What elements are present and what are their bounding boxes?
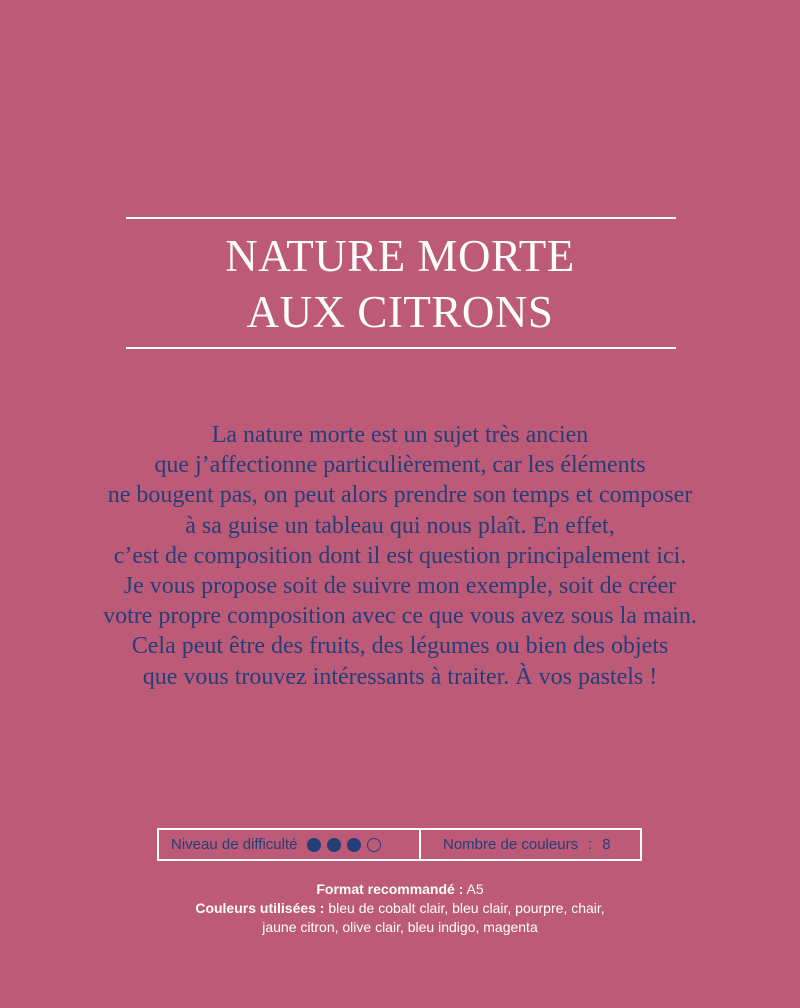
format-line — [100, 880, 700, 899]
difficulty-cell — [159, 836, 419, 853]
colors-used-line — [100, 899, 700, 918]
empty-dot-icon — [367, 838, 381, 852]
colors-used-value-1: bleu de cobalt clair, bleu clair, pourpre, chair, — [328, 900, 605, 916]
intro-line: La nature morte est un sujet très ancien — [211, 422, 589, 448]
title-line-1: NATURE MORTE — [225, 231, 575, 281]
colors-count-separator: : — [588, 836, 593, 853]
title-line-2: AUX CITRONS — [246, 287, 554, 337]
filled-dot-icon — [327, 838, 341, 852]
colors-count-label: Nombre de couleurs — [443, 836, 579, 853]
colors-used-label: Couleurs utilisées : — [195, 900, 325, 916]
intro-line: à sa guise un tableau qui nous plaît. En effet, — [185, 512, 615, 539]
colors-count-cell — [421, 836, 640, 853]
colors-count-value: 8 — [602, 836, 611, 853]
title-top-rule — [126, 217, 676, 219]
page-title — [100, 228, 700, 340]
intro-line: votre propre composition avec ce que vous avez sous la main. — [103, 603, 697, 630]
filled-dot-icon — [307, 838, 321, 852]
difficulty-label: Niveau de difficulté — [171, 836, 298, 853]
format-label: Format recommandé : — [316, 881, 464, 897]
title-bottom-rule — [126, 347, 676, 349]
intro-paragraph — [40, 420, 760, 692]
intro-line: c’est de composition dont il est question principalement ici. — [113, 542, 687, 569]
info-box — [157, 828, 642, 861]
intro-line: ne bougent pas, on peut alors prendre son temps et composer — [107, 482, 693, 509]
intro-line: que j’affectionne particulièrement, car les éléments — [154, 452, 646, 479]
difficulty-rating — [307, 838, 381, 852]
format-value: A5 — [466, 881, 484, 897]
filled-dot-icon — [347, 838, 361, 852]
colors-used-line-2: jaune citron, olive clair, bleu indigo, magenta — [262, 919, 538, 935]
materials-footer — [100, 880, 700, 937]
intro-line: que vous trouvez intéressants à traiter. À vos pastels ! — [142, 663, 658, 690]
intro-line: Cela peut être des fruits, des légumes ou bien des objets — [131, 633, 669, 660]
intro-line: Je vous propose soit de suivre mon exemple, soit de créer — [123, 573, 677, 600]
